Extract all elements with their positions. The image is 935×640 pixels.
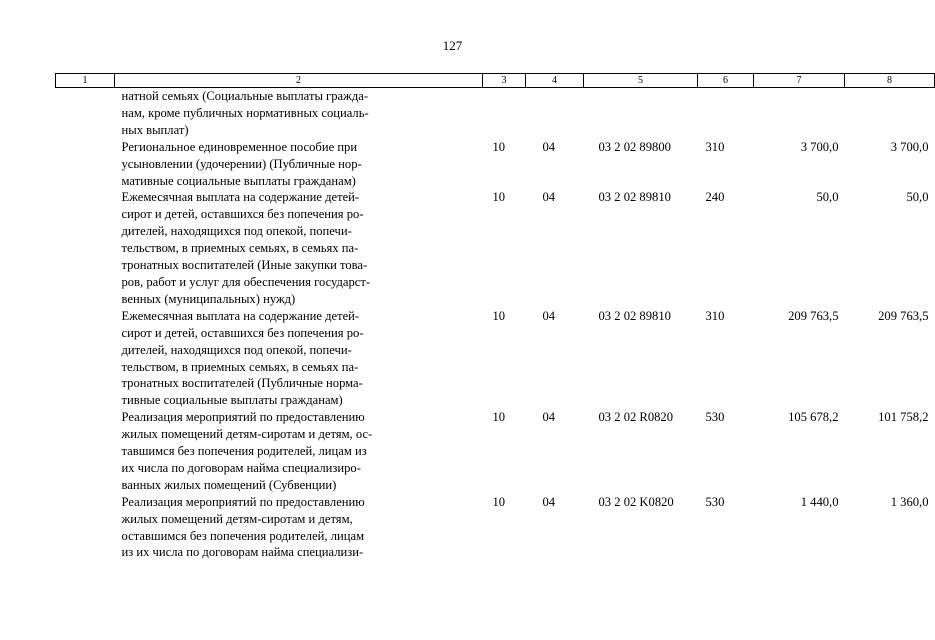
amount-year-2: 1 360,0 [890, 494, 929, 509]
expense-type-code: 530 [705, 410, 725, 425]
table-row [56, 494, 935, 562]
budget-table [55, 73, 935, 561]
subsection-code [526, 88, 584, 139]
column-number: 8 [845, 74, 935, 88]
table-row [56, 88, 935, 139]
target-article-code: 03 2 02 89810 [598, 190, 671, 205]
section-code: 10 [492, 308, 506, 323]
column-number: 2 [115, 74, 483, 88]
amount-year-1: 1 440,0 [800, 494, 839, 509]
line-item-name: Реализация мероприятий по предоставлению жилых помещений детям-сиротам и детям, ос- тавшимся без попечения родителей, лицам из их числа по договорам найма специализиро- ванных жилых помещений (Субвенции) [121, 410, 373, 492]
target-article-code: 03 2 02 K0820 [598, 494, 674, 509]
amount-year-2 [845, 88, 935, 139]
expense-type-code: 310 [705, 139, 725, 154]
amount-year-2: 3 700,0 [890, 139, 929, 154]
section-code [483, 88, 526, 139]
page-number: 127 [442, 38, 463, 53]
amount-year-2: 209 763,5 [878, 308, 929, 323]
column-number: 1 [56, 74, 115, 88]
subsection-code: 04 [542, 139, 556, 154]
table-row [56, 189, 935, 307]
table-row [56, 308, 935, 409]
column-number: 5 [584, 74, 698, 88]
expense-type-code: 310 [705, 308, 725, 323]
target-article-code: 03 2 02 R0820 [598, 410, 674, 425]
amount-year-1: 50,0 [816, 190, 839, 205]
amount-year-1 [754, 88, 845, 139]
subsection-code: 04 [542, 308, 556, 323]
section-code: 10 [492, 494, 506, 509]
line-item-name: Ежемесячная выплата на содержание детей- сирот и детей, оставшихся без попечения ро- дителей, находящихся под опекой, попечи- тельством, в приемных семьях, в семьях па- тронатных воспитателей (Иные закупки това- ров, работ и услуг для обеспечения государст- венных (муниципальных) нужд) [121, 190, 371, 306]
target-article-code: 03 2 02 89800 [598, 139, 671, 154]
line-item-name: Ежемесячная выплата на содержание детей- сирот и детей, оставшихся без попечения ро- дителей, находящихся под опекой, попечи- тельством, в приемных семьях, в семьях па- тронатных воспитателей (Публичные норма- тивные социальные выплаты гражданам) [121, 308, 364, 408]
subsection-code: 04 [542, 410, 556, 425]
expense-type-code: 240 [705, 190, 725, 205]
section-code: 10 [492, 410, 506, 425]
column-number-row [56, 74, 935, 88]
column-number: 7 [754, 74, 845, 88]
amount-year-2: 50,0 [906, 190, 929, 205]
target-article-code: 03 2 02 89810 [598, 308, 671, 323]
amount-year-1: 209 763,5 [788, 308, 839, 323]
subsection-code: 04 [542, 494, 556, 509]
table-row [56, 139, 935, 190]
section-code: 10 [492, 190, 506, 205]
column-number: 3 [483, 74, 526, 88]
column-number: 6 [698, 74, 754, 88]
column-number: 4 [526, 74, 584, 88]
line-item-name: натной семьях (Социальные выплаты гражда- нам, кроме публичных нормативных социаль- ных выплат) [121, 89, 369, 137]
subsection-code: 04 [542, 190, 556, 205]
section-code: 10 [492, 139, 506, 154]
amount-year-2: 101 758,2 [878, 410, 929, 425]
amount-year-1: 105 678,2 [788, 410, 839, 425]
expense-type-code [698, 88, 754, 139]
line-item-name: Реализация мероприятий по предоставлению жилых помещений детям-сиротам и детям, оставшимся без попечения родителей, лицам из их числа по договорам найма специализи- [121, 494, 365, 560]
line-item-name: Региональное единовременное пособие при усыновлении (удочерении) (Публичные нор- мативные социальные выплаты гражданам) [121, 139, 362, 188]
target-article-code [584, 88, 698, 139]
expense-type-code: 530 [705, 494, 725, 509]
amount-year-1: 3 700,0 [800, 139, 839, 154]
table-row [56, 409, 935, 494]
